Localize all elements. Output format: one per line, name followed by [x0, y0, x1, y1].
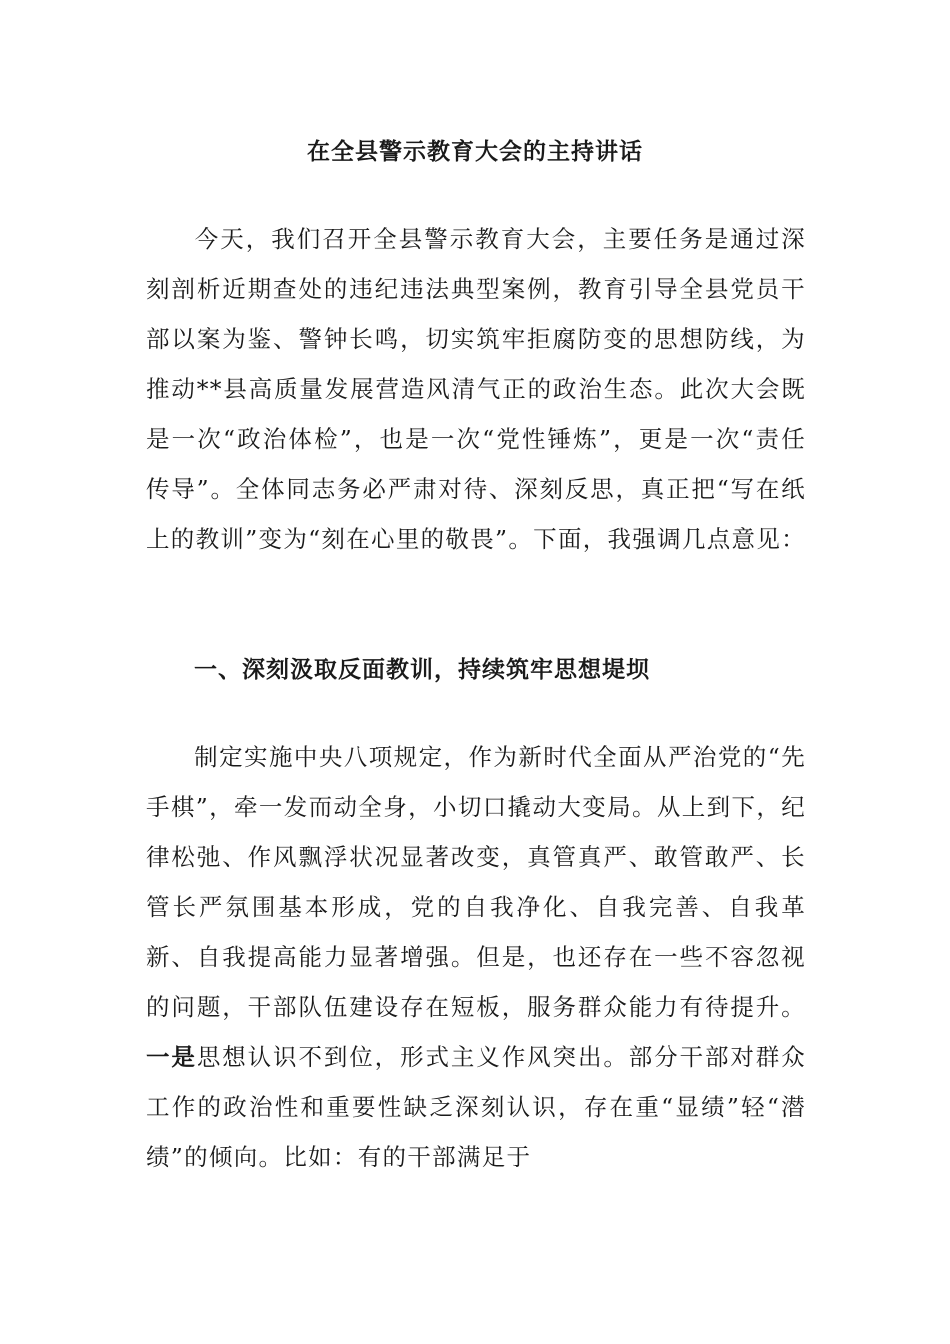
section-1-paragraph	[146, 732, 806, 1182]
section-1-text-after-marker: 思想认识不到位，形式主义作风突出。部分干部对群众工作的政治性和重要性缺乏深刻认识，存在重“显绩”轻“潜绩”的倾向。比如：有的干部满足于	[146, 1043, 806, 1171]
section-1-text-before-marker: 制定实施中央八项规定，作为新时代全面从严治党的“先手棋”，牵一发而动全身，小切口撬动大变局。从上到下，纪律松弛、作风飘浮状况显著改变，真管真严、敢管敢严、长管长严氛围基本形成，党的自我净化、自我完善、自我革新、自我提高能力显著增强。但是，也还存在一些不容忽视的问题，干部队伍建设存在短板，服务群众能力有待提升。	[146, 743, 806, 1021]
document-title: 在全县警示教育大会的主持讲话	[307, 138, 643, 165]
section-1-heading: 一、深刻汲取反面教训，持续筑牢思想堤坝	[194, 656, 650, 683]
intro-paragraph-text: 今天，我们召开全县警示教育大会，主要任务是通过深刻剖析近期查处的违纪违法典型案例，教育引导全县党员干部以案为鉴、警钟长鸣，切实筑牢拒腐防变的思想防线，为推动**县高质量发展营造风清气正的政治生态。此次大会既是一次“政治体检”，也是一次“党性锤炼”，更是一次“责任传导”。全体同志务必严肃对待、深刻反思，真正把“写在纸上的教训”变为“刻在心里的敬畏”。下面，我强调几点意见：	[146, 225, 806, 553]
point-marker: 一是	[146, 1043, 197, 1071]
intro-paragraph	[146, 214, 806, 564]
